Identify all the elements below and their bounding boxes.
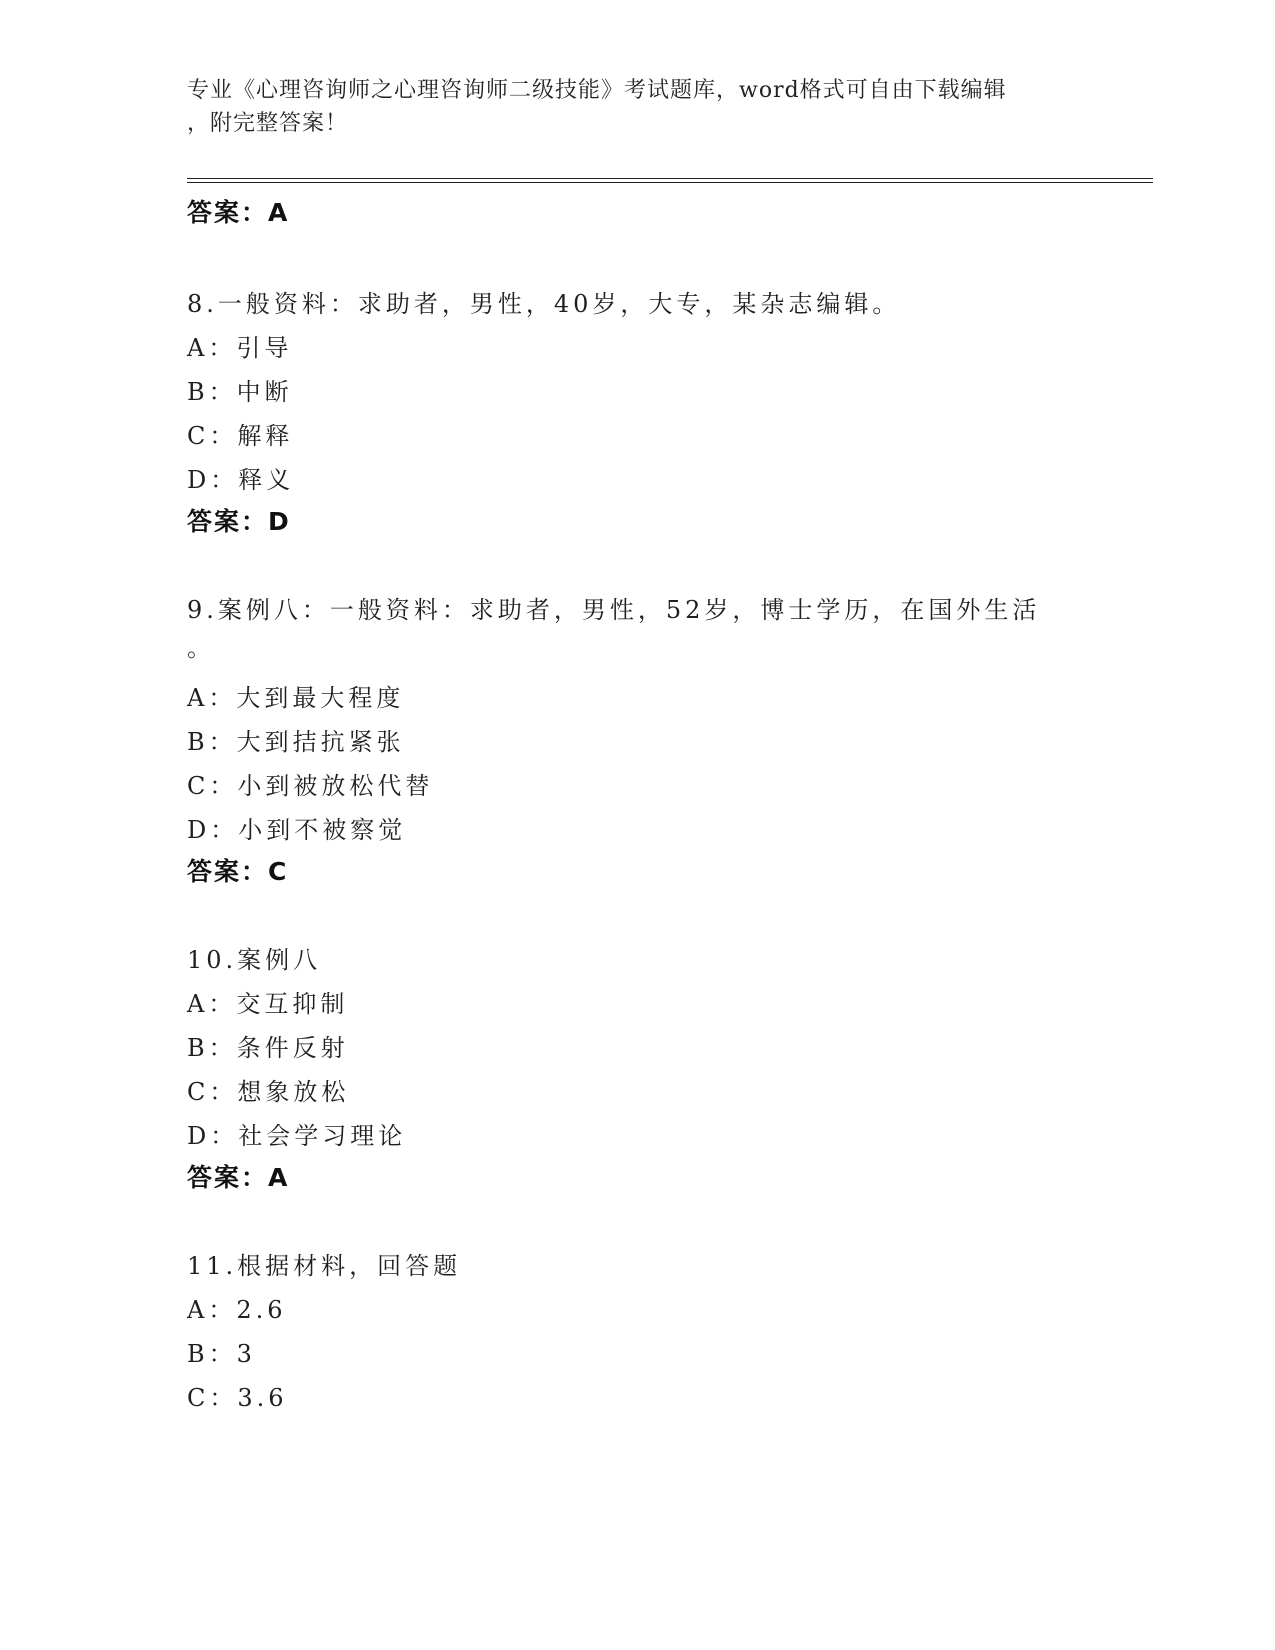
question-8-answer: 答案：D — [187, 507, 291, 536]
question-9-option-b: B：大到拮抗紧张 — [187, 728, 405, 756]
question-10-option-a: A：交互抑制 — [187, 990, 349, 1018]
question-10-answer: 答案：A — [187, 1163, 290, 1192]
question-11-option-a: A：2.6 — [187, 1296, 287, 1324]
header-line-2: ，附完整答案！ — [187, 111, 349, 136]
question-8-option-a: A：引导 — [187, 334, 293, 362]
question-8-option-d: D：释义 — [187, 466, 295, 494]
question-10-option-d: D：社会学习理论 — [187, 1122, 407, 1150]
header-divider-top — [187, 178, 1153, 179]
question-9-stem-line-1: 9.案例八：一般资料：求助者，男性，52岁，博士学历，在国外生活 — [187, 596, 1041, 624]
question-9-option-c: C：小到被放松代替 — [187, 772, 434, 800]
document-page — [187, 0, 1153, 1650]
question-9-answer: 答案：C — [187, 857, 289, 886]
question-9-option-a: A：大到最大程度 — [187, 684, 405, 712]
answer-previous: 答案：A — [187, 198, 290, 227]
question-11-stem: 11.根据材料，回答题 — [187, 1252, 462, 1280]
question-11-option-c: C：3.6 — [187, 1384, 288, 1412]
question-10-option-c: C：想象放松 — [187, 1078, 350, 1106]
question-10-stem: 10.案例八 — [187, 946, 322, 974]
question-9-option-d: D：小到不被察觉 — [187, 816, 407, 844]
question-8-option-c: C：解释 — [187, 422, 294, 450]
question-10-option-b: B：条件反射 — [187, 1034, 349, 1062]
question-8-option-b: B：中断 — [187, 378, 293, 406]
question-8-stem: 8.一般资料：求助者，男性，40岁，大专，某杂志编辑。 — [187, 290, 901, 318]
question-11-option-b: B：3 — [187, 1340, 256, 1368]
question-9-stem-line-2: 。 — [187, 634, 215, 662]
header-line-1: 专业《心理咨询师之心理咨询师二级技能》考试题库，word格式可自由下载编辑 — [187, 78, 1007, 103]
header-divider-bottom — [187, 182, 1153, 183]
document-header — [187, 74, 1067, 140]
